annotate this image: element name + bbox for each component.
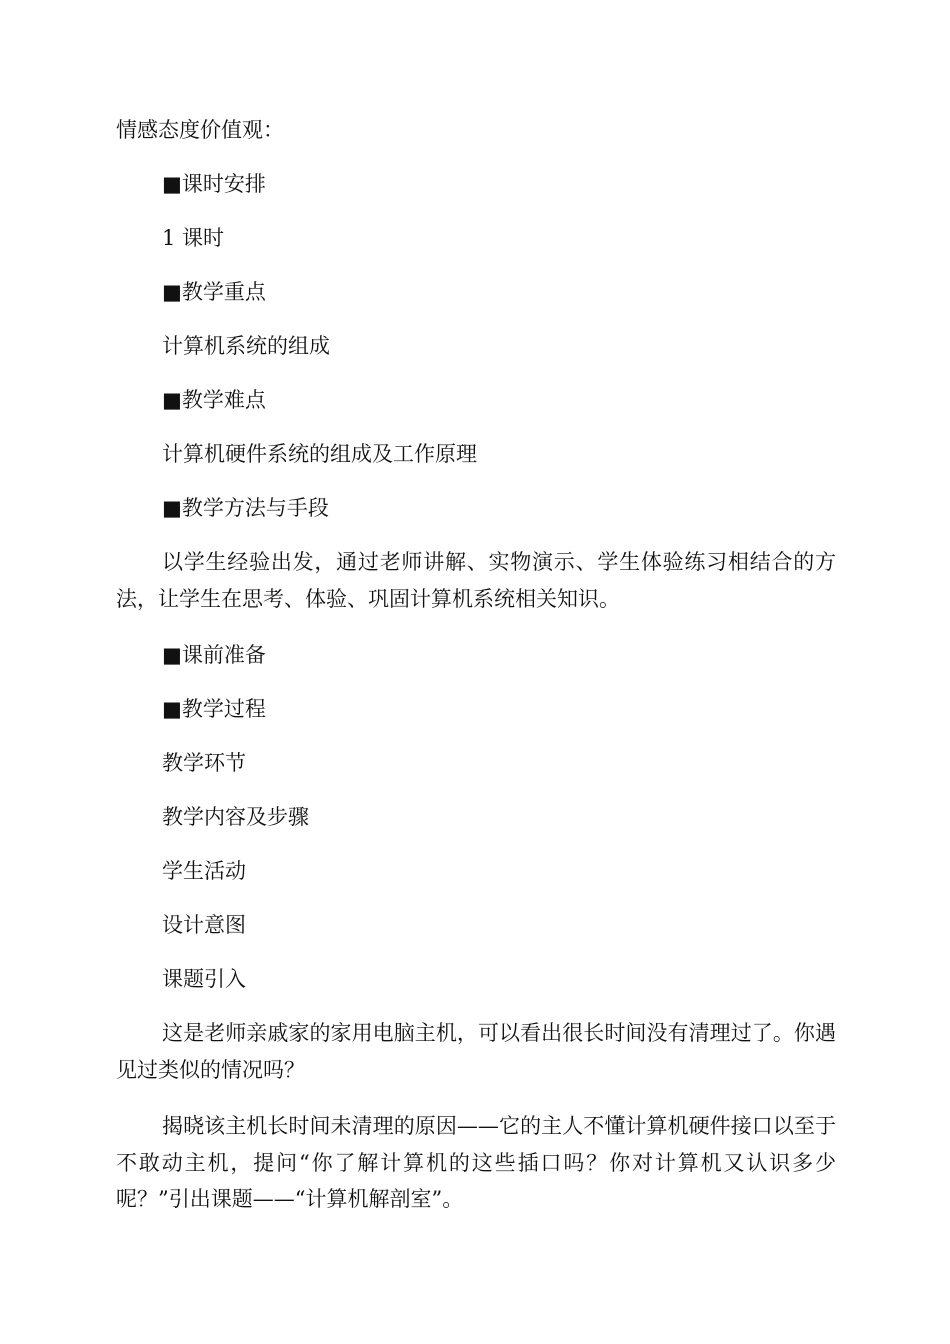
heading-methods: ■教学方法与手段 — [162, 496, 329, 520]
difficulty-value: 计算机硬件系统的组成及工作原理 — [162, 442, 477, 466]
intro-paragraph-2: 揭晓该主机长时间未清理的原因——它的主人不懂计算机硬件接口以至于不敢动主机，提问“你了解计算机的这些插口吗？你对计算机又认识多少呢？”引出课题——“计算机解剖室”。 — [116, 1114, 836, 1211]
process-column-stage: 教学环节 — [162, 751, 246, 775]
class-schedule-value: 1 课时 — [162, 226, 225, 250]
process-column-activity: 学生活动 — [162, 859, 246, 883]
heading-process: ■教学过程 — [162, 697, 266, 721]
heading-preparation: ■课前准备 — [162, 643, 266, 667]
methods-paragraph: 以学生经验出发，通过老师讲解、实物演示、学生体验练习相结合的方法，让学生在思考、体验、巩固计算机系统相关知识。 — [116, 550, 836, 611]
heading-key-point: ■教学重点 — [162, 280, 266, 304]
intro-paragraph-1: 这是老师亲戚家的家用电脑主机，可以看出很长时间没有清理过了。你遇见过类似的情况吗？ — [116, 1021, 836, 1082]
process-column-intent: 设计意图 — [162, 913, 246, 937]
key-point-value: 计算机系统的组成 — [162, 334, 330, 358]
heading-class-schedule: ■课时安排 — [162, 172, 266, 196]
section-emotion-label: 情感态度价值观： — [116, 118, 284, 142]
process-stage-intro: 课题引入 — [162, 967, 246, 991]
process-column-content: 教学内容及步骤 — [162, 805, 309, 829]
heading-difficulty: ■教学难点 — [162, 388, 266, 412]
